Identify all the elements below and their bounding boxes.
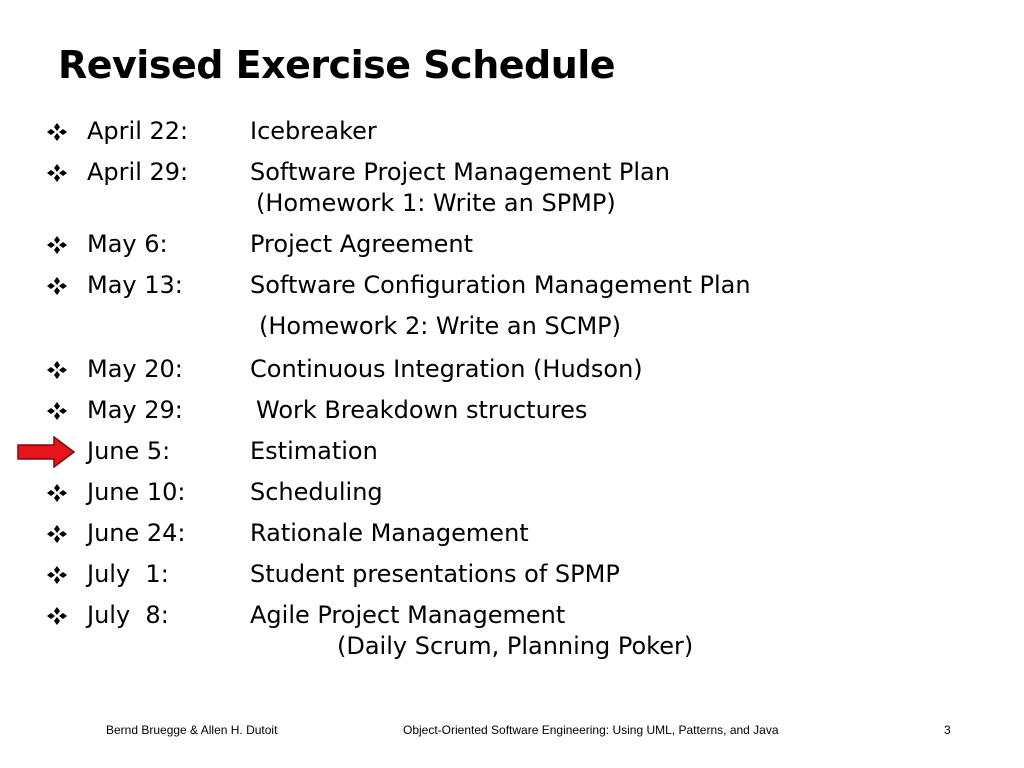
- footer-authors: Bernd Bruegge & Allen H. Dutoit: [106, 723, 278, 737]
- footer-book-title: Object-Oriented Software Engineering: Using UML, Patterns, and Java: [403, 723, 779, 737]
- footer-page-number: 3: [944, 723, 951, 737]
- diamond-bullet-icon: [46, 484, 68, 502]
- schedule-topic: Scheduling: [250, 478, 383, 506]
- schedule-date: May 20:: [87, 355, 183, 383]
- diamond-bullet-icon: [46, 164, 68, 182]
- schedule-date: April 29:: [87, 158, 189, 186]
- schedule-date: July 1:: [87, 560, 169, 588]
- schedule-date: May 29:: [87, 396, 183, 424]
- schedule-topic: Software Project Management Plan: [250, 158, 670, 186]
- schedule-topic: Project Agreement: [250, 230, 474, 258]
- schedule-date: June 10:: [87, 478, 186, 506]
- schedule-subtopic: (Homework 2: Write an SCMP): [259, 312, 622, 340]
- schedule-topic: Estimation: [250, 437, 378, 465]
- diamond-bullet-icon: [46, 236, 68, 254]
- schedule-subtopic: (Daily Scrum, Planning Poker): [337, 632, 694, 660]
- schedule-subtopic: (Homework 1: Write an SPMP): [256, 189, 616, 217]
- schedule-topic: Icebreaker: [250, 117, 377, 145]
- schedule-topic: Student presentations of SPMP: [250, 560, 620, 588]
- diamond-bullet-icon: [46, 525, 68, 543]
- schedule-date: June 5:: [87, 437, 171, 465]
- schedule-topic: Work Breakdown structures: [256, 396, 588, 424]
- diamond-bullet-icon: [46, 607, 68, 625]
- diamond-bullet-icon: [46, 361, 68, 379]
- slide-title: Revised Exercise Schedule: [58, 43, 616, 87]
- schedule-topic: Rationale Management: [250, 519, 529, 547]
- schedule-topic: Continuous Integration (Hudson): [250, 355, 643, 383]
- schedule-date: May 13:: [87, 271, 183, 299]
- red-arrow-icon: [16, 435, 76, 469]
- diamond-bullet-icon: [46, 277, 68, 295]
- schedule-date: April 22:: [87, 117, 189, 145]
- schedule-date: June 24:: [87, 519, 186, 547]
- diamond-bullet-icon: [46, 566, 68, 584]
- schedule-topic: Agile Project Management: [250, 601, 566, 629]
- schedule-topic: Software Configuration Management Plan: [250, 271, 751, 299]
- diamond-bullet-icon: [46, 123, 68, 141]
- schedule-date: May 6:: [87, 230, 168, 258]
- schedule-date: July 8:: [87, 601, 169, 629]
- diamond-bullet-icon: [46, 402, 68, 420]
